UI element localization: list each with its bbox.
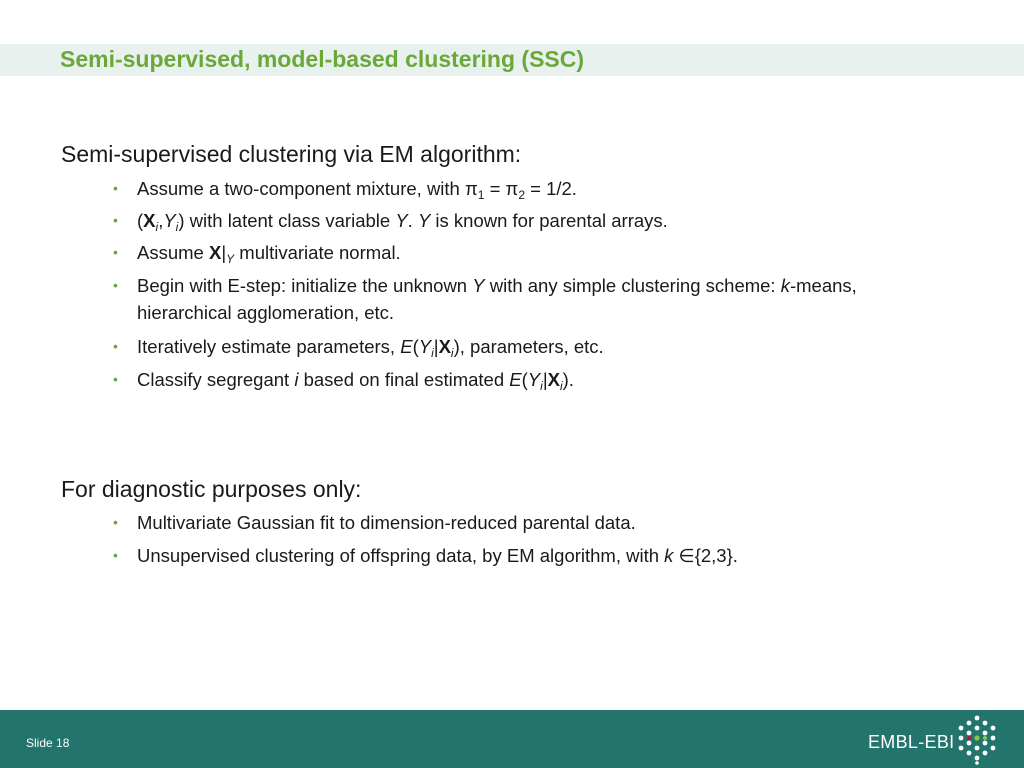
bullet-classify xyxy=(113,366,953,400)
bullet-text: Assume $X|_Y$ multivariate normal. xyxy=(137,242,401,266)
bullet-text: Unsupervised clustering of offspring data, by EM algorithm, with k ∈{2,3}. xyxy=(137,545,738,566)
bullet-dot: • xyxy=(113,338,118,354)
bullet-text: $(X_i,Y_i)$ with latent class variable Y. Y is known for parental arrays. xyxy=(137,210,668,234)
slide-number: Slide 18 xyxy=(26,736,70,750)
bullet-dot: • xyxy=(113,212,118,228)
bullet-dot: • xyxy=(113,514,118,530)
bullet-multivariate-normal xyxy=(113,239,953,273)
brand-name: EMBL-EBI xyxy=(868,732,955,752)
slide-title: Semi-supervised, model-based clustering (SSC) xyxy=(60,46,585,72)
embl-ebi-hexagon-logo-icon xyxy=(955,714,999,766)
bullet-text: Classify segregant i based on final estimated $E(Y_i|X_i)$. xyxy=(137,369,574,393)
section-heading-diagnostic: For diagnostic purposes only: xyxy=(61,476,362,502)
bullet-text: Assume a two-component mixture, with $\pi_1 = \pi_2 = 1/2$. xyxy=(137,178,577,202)
bullet-text: Multivariate Gaussian fit to dimension-reduced parental data. xyxy=(137,512,636,533)
bullet-dot: • xyxy=(113,277,118,293)
bullet-dot: • xyxy=(113,180,118,196)
bullet-text: Iteratively estimate parameters, $E(Y_i|X_i)$, parameters, etc. xyxy=(137,336,604,360)
bullet-dot: • xyxy=(113,371,118,387)
bullet-e-step xyxy=(113,272,953,326)
bullet-iterate xyxy=(113,333,953,367)
bullet-unsupervised xyxy=(113,542,953,569)
bullet-dot: • xyxy=(113,547,118,563)
bullet-mixture xyxy=(113,175,953,209)
bullet-dot: • xyxy=(113,244,118,260)
bullet-latent-class xyxy=(113,207,953,241)
section-heading-em: Semi-supervised clustering via EM algorithm: xyxy=(61,141,522,167)
bullet-gaussian-fit xyxy=(113,509,953,536)
bullet-text: Begin with E-step: initialize the unknown Y with any simple clustering scheme: k-means, hierarchical agglomeration, etc. xyxy=(137,275,857,323)
